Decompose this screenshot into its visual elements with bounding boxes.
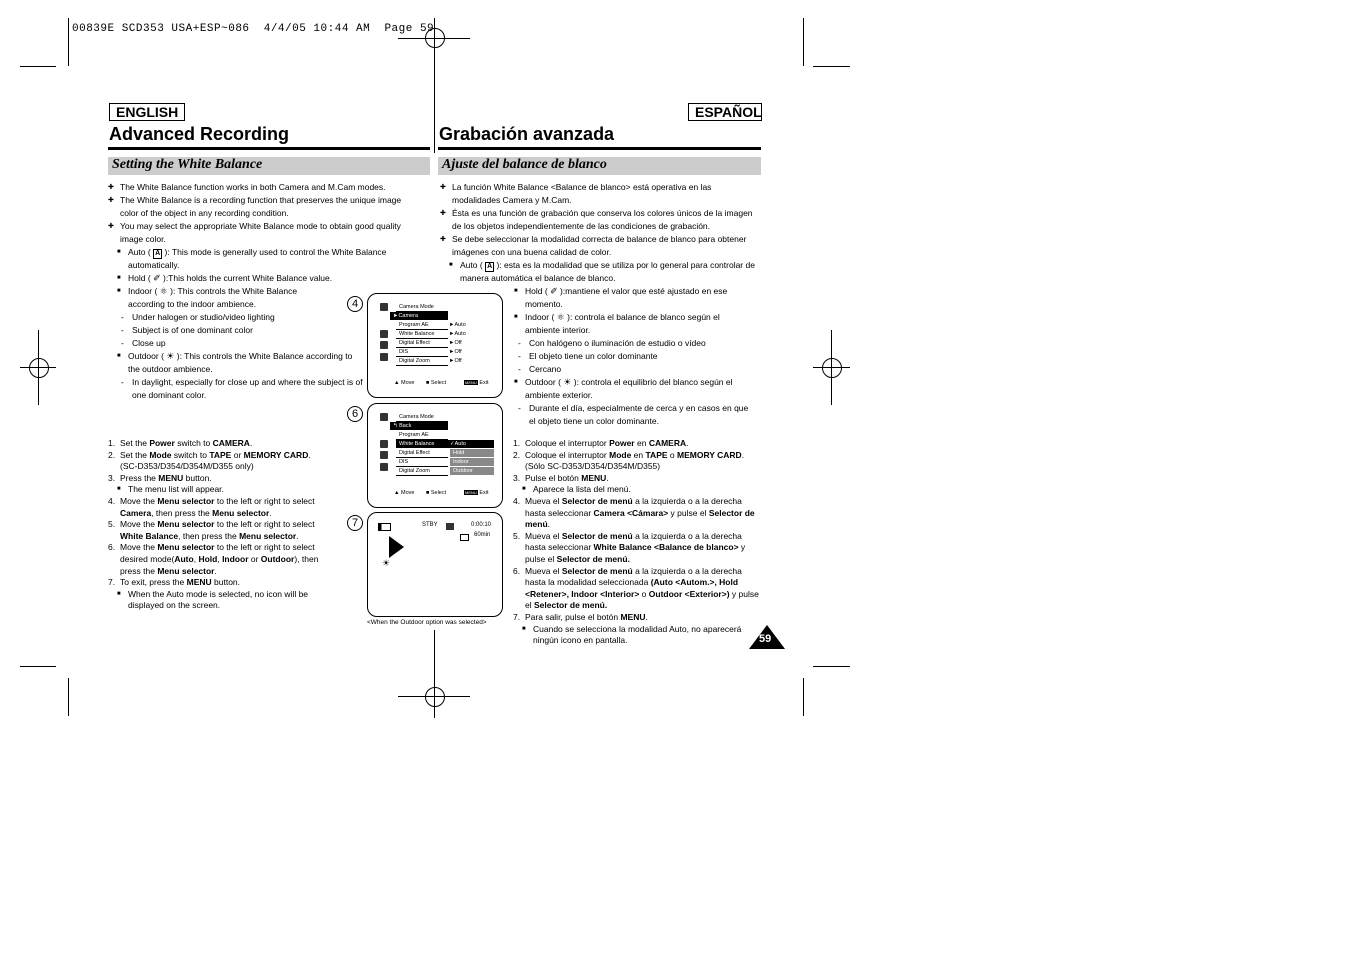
- footer-move: ▲ Move: [394, 490, 415, 496]
- menu-panel: [378, 300, 493, 392]
- lcd-screen-standby: [367, 512, 503, 617]
- step: 5. Mueva el Selector de menú a la izquierda o a la derecha hasta seleccionar White Balance <Balance de blanco> y pulse el Selector de menú.: [513, 530, 746, 564]
- menu-item-camera[interactable]: ►Camera: [390, 312, 448, 320]
- crop-mark: [803, 18, 804, 66]
- indoor-sub: - Close up: [108, 337, 313, 350]
- step-note: ■ When the Auto mode is selected, no icon will be displayed on the screen.: [108, 589, 333, 612]
- stby-label: STBY: [422, 522, 438, 528]
- crop-mark: [813, 666, 850, 667]
- spanish-label: ESPAÑOL: [688, 103, 762, 121]
- english-title: Advanced Recording: [109, 124, 290, 144]
- indoor-icon: ⚛: [556, 312, 565, 322]
- title-rule: [108, 147, 430, 150]
- registration-circle: [822, 358, 842, 378]
- crop-mark: [68, 18, 69, 66]
- menu-panel: [378, 410, 496, 502]
- step: 3. Press the MENU button.: [108, 472, 212, 483]
- step-number-4: 4: [347, 296, 363, 312]
- outdoor-item: ■ Outdoor ( ☀ ): This controls the White Balance according to the outdoor ambience.: [108, 350, 366, 376]
- menu-item[interactable]: Digital Effect: [396, 449, 448, 458]
- english-outdoor: [108, 350, 366, 402]
- auto-icon: A: [155, 250, 161, 257]
- hold-item: ■ Hold ( ✐ ):mantiene el valor que esté ajustado en ese momento.: [505, 285, 757, 311]
- hold-item: ■ Hold ( ✐ ):This holds the current White Balance value.: [108, 272, 418, 285]
- registration-circle: [425, 687, 445, 707]
- spanish-modes: [505, 285, 757, 428]
- step-number-6: 6: [347, 406, 363, 422]
- page-number: 59: [759, 633, 772, 645]
- step: 1. Coloque el interruptor Power en CAMERA.: [513, 438, 689, 448]
- bullet: ✚ La función White Balance <Balance de blanco> está operativa en las modalidades Camera y M.Cam.: [440, 181, 758, 207]
- menu-item[interactable]: White Balance: [396, 330, 448, 339]
- step: 4. Mueva el Selector de menú a la izquierda o a la derecha hasta seleccionar Camera <Cámara> y pulse el Selector de menú.: [513, 495, 755, 530]
- english-intro: [108, 181, 418, 285]
- play-icon: [389, 536, 404, 558]
- crop-mark: [803, 678, 804, 716]
- outdoor-item: ■ Outdoor ( ☀ ): controla el equilibrio del blanco según el ambiente exterior.: [505, 376, 757, 402]
- crop-mark: [813, 66, 850, 67]
- step: 7. To exit, press the MENU button.: [108, 577, 241, 588]
- menu-value: ►Auto: [449, 331, 466, 337]
- english-label: ENGLISH: [109, 103, 185, 121]
- english-steps: [108, 438, 333, 612]
- spanish-intro: [440, 181, 758, 285]
- tape-tab-icon: [380, 330, 388, 338]
- footer-exit: MENU Exit: [465, 380, 489, 386]
- indoor-sub: - Con halógeno o iluminación de estudio o vídeo: [505, 337, 757, 350]
- indoor-sub: - Subject is of one dominant color: [108, 324, 313, 337]
- crop-mark: [20, 666, 56, 667]
- step: 6. Mueva el Selector de menú a la izquierda o a la derecha hasta la modalidad seleccionada (Auto <Autom.>, Hold <Retener>, Indoor <Interior> o Outdoor <Exterior>) y pulse el Selector de menú.: [513, 565, 759, 611]
- option-outdoor[interactable]: Outdoor: [450, 467, 494, 475]
- english-section-band: [108, 157, 430, 175]
- bullet: ✚ The White Balance function works in both Camera and M.Cam modes.: [108, 181, 418, 194]
- remaining-tape-icon: [460, 534, 469, 541]
- setting-tab-icon: [380, 353, 388, 361]
- step-note: ■ Cuando se selecciona la modalidad Auto, no aparecerá ningún icono en pantalla.: [513, 624, 761, 647]
- step: 1. Set the Power switch to CAMERA.: [108, 438, 253, 448]
- memory-tab-icon: [380, 341, 388, 349]
- option-auto[interactable]: ✓Auto: [447, 440, 494, 448]
- lcd-screen-menu: [367, 293, 503, 398]
- setting-tab-icon: [380, 463, 388, 471]
- menu-item[interactable]: Program AE: [396, 321, 448, 330]
- lcd-screen-white-balance: [367, 403, 503, 508]
- footer-select: ■ Select: [426, 490, 447, 496]
- print-header: 00839E SCD353 USA+ESP~086 4/4/05 10:44 AM Page 59: [72, 23, 435, 35]
- step: 2. Coloque el interruptor Mode en TAPE o MEMORY CARD. (Sólo SC-D353/D354/D354M/D355): [513, 449, 745, 472]
- english-modes: [108, 285, 313, 350]
- step-note: ■ Aparece la lista del menú.: [513, 484, 761, 496]
- tape-tab-icon: [380, 440, 388, 448]
- hold-icon: ✐: [550, 286, 558, 296]
- bullet: ✚ Se debe seleccionar la modalidad correcta de balance de blanco para obtener imágenes con una buena calidad de color.: [440, 233, 758, 259]
- camera-tab-icon: [380, 413, 388, 421]
- menu-item[interactable]: DIS: [396, 348, 448, 357]
- menu-header: Camera Mode: [396, 303, 448, 312]
- title-rule: [438, 147, 761, 150]
- outdoor-sub: - Durante el día, especialmente de cerca y en casos en que el objeto tiene un color dominante.: [505, 402, 757, 428]
- spanish-section-band: [438, 157, 761, 175]
- menu-item-white-balance[interactable]: White Balance: [396, 440, 448, 448]
- option-hold[interactable]: Hold: [450, 449, 494, 457]
- menu-value: ►Auto: [449, 322, 466, 328]
- time-counter: 0:00:10: [471, 522, 492, 528]
- hold-icon: ✐: [153, 273, 161, 283]
- indoor-sub: - El objeto tiene un color dominante: [505, 350, 757, 363]
- spanish-steps: [513, 438, 761, 647]
- memory-tab-icon: [380, 451, 388, 459]
- registration-circle: [29, 358, 49, 378]
- menu-item[interactable]: DIS: [396, 458, 448, 467]
- step: 3. Pulse el botón MENU.: [513, 472, 609, 483]
- bullet: ✚ You may select the appropriate White Balance mode to obtain good quality image color.: [108, 220, 418, 246]
- menu-item[interactable]: Digital Zoom: [396, 467, 448, 476]
- english-section-title: Setting the White Balance: [112, 157, 263, 172]
- bullet: ✚ Ésta es una función de grabación que conserva los colores únicos de la imagen de los objetos independientemente de las condiciones de grabación.: [440, 207, 758, 233]
- indoor-item: ■ Indoor ( ⚛ ): controla el balance de blanco según el ambiente interior.: [505, 311, 757, 337]
- outdoor-icon: ☀: [382, 558, 391, 568]
- auto-icon: A: [487, 263, 493, 270]
- indoor-sub: - Cercano: [505, 363, 757, 376]
- menu-value: ►Off: [449, 349, 462, 355]
- menu-item-back[interactable]: ↰ Back: [390, 422, 448, 430]
- indoor-sub: - Under halogen or studio/video lighting: [108, 311, 313, 324]
- crop-mark: [68, 678, 69, 716]
- option-indoor[interactable]: Indoor: [450, 458, 494, 466]
- auto-item: ■ Auto ( A ): esta es la modalidad que se utiliza por lo general para controlar de manera automática el balance de blanco.: [440, 259, 758, 285]
- step-number-7: 7: [347, 515, 363, 531]
- menu-header: Camera Mode: [396, 413, 448, 422]
- footer-move: ▲ Move: [394, 380, 415, 386]
- bullet: ✚ The White Balance is a recording function that preserves the unique image color of the object in any recording condition.: [108, 194, 418, 220]
- outdoor-sub: - In daylight, especially for close up and where the subject is of one dominant color.: [108, 376, 366, 402]
- indoor-item: ■ Indoor ( ⚛ ): This controls the White Balance according to the indoor ambience.: [108, 285, 313, 311]
- camera-tab-icon: [380, 303, 388, 311]
- tape-icon: [446, 523, 454, 530]
- step: 7. Para salir, pulse el botón MENU.: [513, 611, 648, 622]
- menu-value: ►Off: [449, 358, 462, 364]
- auto-item: ■ Auto ( A ): This mode is generally used to control the White Balance automatically.: [108, 246, 418, 272]
- menu-item[interactable]: Digital Effect: [396, 339, 448, 348]
- footer-select: ■ Select: [426, 380, 447, 386]
- step: 2. Set the Mode switch to TAPE or MEMORY CARD. (SC-D353/D354/D354M/D355 only): [108, 449, 311, 472]
- step: 4. Move the Menu selector to the left or right to select Camera, then press the Menu selector.: [108, 495, 315, 518]
- indoor-icon: ⚛: [159, 286, 168, 296]
- footer-exit: MENU Exit: [465, 490, 489, 496]
- spanish-section-title: Ajuste del balance de blanco: [442, 157, 607, 172]
- step: 6. Move the Menu selector to the left or right to select desired mode(Auto, Hold, Indoor or Outdoor), then press the Menu selector.: [108, 542, 319, 576]
- step: 5. Move the Menu selector to the left or right to select White Balance, then press the Menu selector.: [108, 519, 315, 541]
- menu-item[interactable]: Program AE: [396, 431, 448, 440]
- menu-item[interactable]: Digital Zoom: [396, 357, 448, 366]
- step-note: ■ The menu list will appear.: [108, 484, 333, 496]
- outdoor-icon: ☀: [563, 377, 572, 387]
- remaining-time: 60min: [474, 532, 491, 538]
- menu-value: ►Off: [449, 340, 462, 346]
- spanish-title: Grabación avanzada: [439, 124, 615, 144]
- crop-mark: [20, 66, 56, 67]
- screen-caption: <When the Outdoor option was selected>: [367, 619, 487, 626]
- battery-icon: [378, 523, 391, 531]
- outdoor-icon: ☀: [166, 351, 175, 361]
